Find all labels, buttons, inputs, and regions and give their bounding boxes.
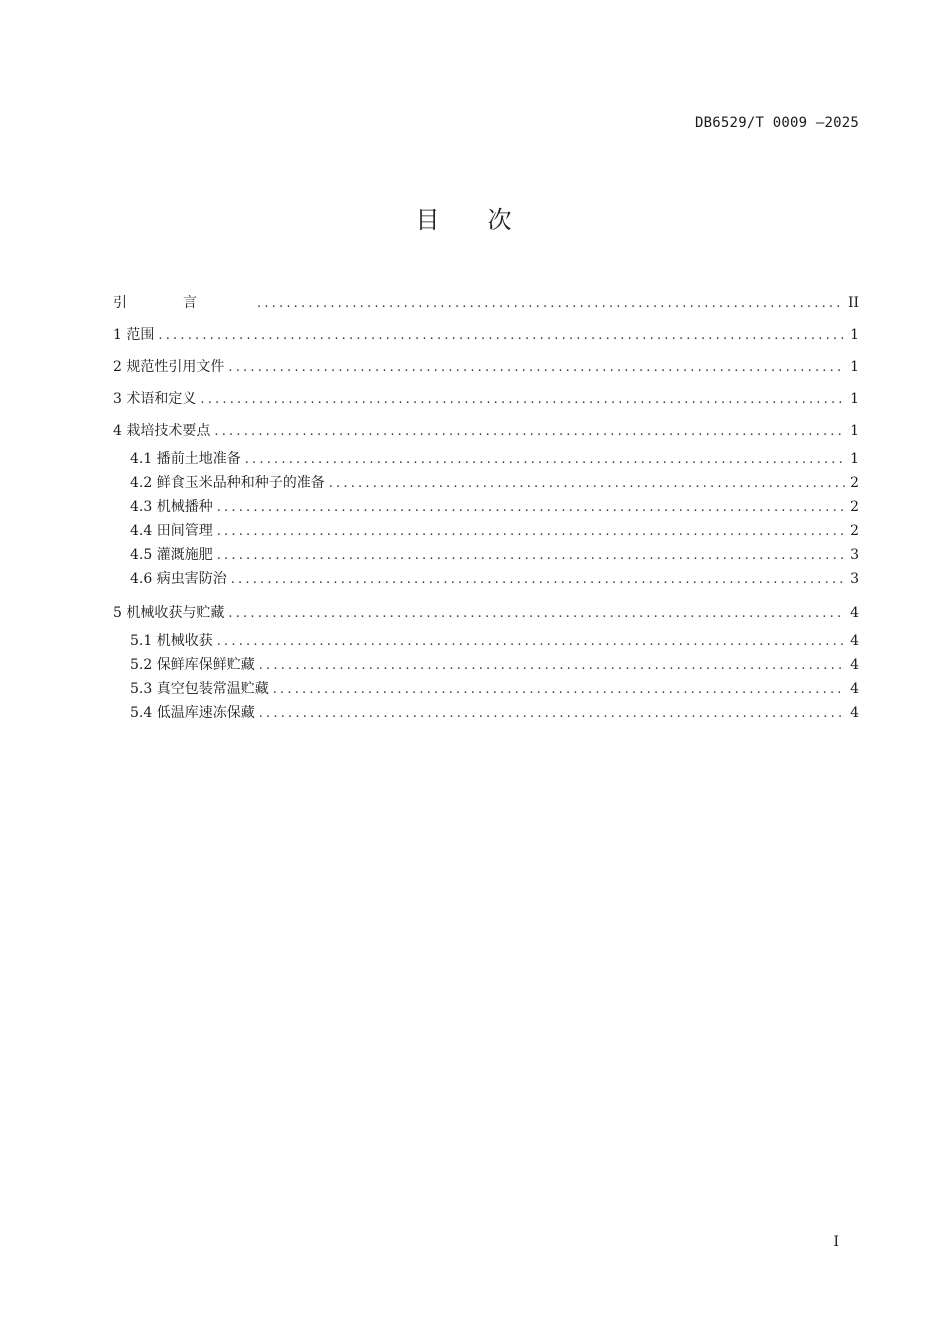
toc-entry-label: 3 术语和定义	[113, 391, 197, 407]
toc-entry-label: 4 栽培技术要点	[113, 423, 211, 439]
toc-leader-dots	[228, 352, 845, 384]
toc-entry[interactable]	[113, 495, 859, 519]
toc-leader-dots	[200, 384, 845, 416]
toc-entry-label: 2 规范性引用文件	[113, 359, 225, 375]
toc-entry-page: 3	[850, 547, 859, 563]
toc-entry[interactable]	[113, 447, 859, 471]
document-code: DB6529/T 0009 —2025	[695, 115, 859, 131]
toc-leader-dots	[214, 416, 845, 448]
toc-entry-page: 1	[850, 423, 859, 439]
toc-leader-dots	[228, 598, 845, 630]
toc-entry[interactable]	[113, 597, 859, 629]
toc-entry[interactable]	[113, 383, 859, 415]
toc-entry[interactable]	[113, 701, 859, 725]
table-of-contents	[113, 287, 859, 725]
toc-entry-label: 5.1 机械收获	[130, 633, 213, 649]
toc-entry-label: 5.3 真空包装常温贮藏	[130, 681, 269, 697]
toc-entry[interactable]	[113, 415, 859, 447]
toc-entry[interactable]	[113, 471, 859, 495]
toc-entry-label: 5.2 保鲜库保鲜贮藏	[130, 657, 255, 673]
toc-leader-dots	[217, 520, 845, 544]
page-number: I	[833, 1234, 839, 1250]
toc-entry-label: 4.5 灌溉施肥	[130, 547, 213, 563]
toc-entry-page: 4	[850, 605, 859, 621]
toc-leader-dots	[231, 568, 845, 592]
toc-leader-dots	[259, 654, 845, 678]
toc-entry[interactable]	[113, 519, 859, 543]
toc-leader-dots	[217, 630, 845, 654]
toc-leader-dots	[259, 702, 845, 726]
toc-entry[interactable]	[113, 319, 859, 351]
toc-leader-dots	[245, 448, 845, 472]
toc-entry[interactable]	[113, 653, 859, 677]
toc-entry-label: 4.3 机械播种	[130, 499, 213, 515]
toc-entry[interactable]	[113, 287, 859, 319]
toc-title: 目次	[415, 206, 560, 234]
toc-entry-label: 4.2 鲜食玉米品种和种子的准备	[130, 475, 325, 491]
toc-entry[interactable]	[113, 677, 859, 701]
toc-leader-dots	[273, 678, 845, 702]
toc-leader-dots	[217, 544, 845, 568]
toc-entry-label: 4.4 田间管理	[130, 523, 213, 539]
toc-entry-label: 1 范围	[113, 327, 155, 343]
toc-entry-label: 5 机械收获与贮藏	[113, 605, 225, 621]
toc-leader-dots	[217, 496, 845, 520]
toc-entry-page: 4	[850, 681, 859, 697]
toc-entry-page: 2	[850, 523, 859, 539]
toc-entry-label: 4.6 病虫害防治	[130, 571, 227, 587]
toc-entry-page: II	[847, 295, 859, 311]
toc-entry-page: 1	[850, 451, 859, 467]
toc-entry-page: 1	[850, 327, 859, 343]
toc-entry-page: 2	[850, 499, 859, 515]
toc-entry-page: 1	[850, 359, 859, 375]
toc-entry-label: 4.1 播前土地准备	[130, 451, 241, 467]
toc-entry[interactable]	[113, 567, 859, 591]
toc-entry-page: 2	[850, 475, 859, 491]
toc-leader-dots	[257, 288, 844, 320]
toc-entry-page: 4	[850, 657, 859, 673]
toc-entry[interactable]	[113, 543, 859, 567]
toc-entry[interactable]	[113, 629, 859, 653]
toc-entry-label: 引言	[113, 295, 253, 311]
toc-entry-page: 4	[850, 705, 859, 721]
toc-entry-label: 5.4 低温库速冻保藏	[130, 705, 255, 721]
toc-leader-dots	[158, 320, 845, 352]
toc-entry-page: 4	[850, 633, 859, 649]
toc-leader-dots	[329, 472, 845, 496]
toc-entry-page: 1	[850, 391, 859, 407]
toc-entry-page: 3	[850, 571, 859, 587]
toc-entry[interactable]	[113, 351, 859, 383]
